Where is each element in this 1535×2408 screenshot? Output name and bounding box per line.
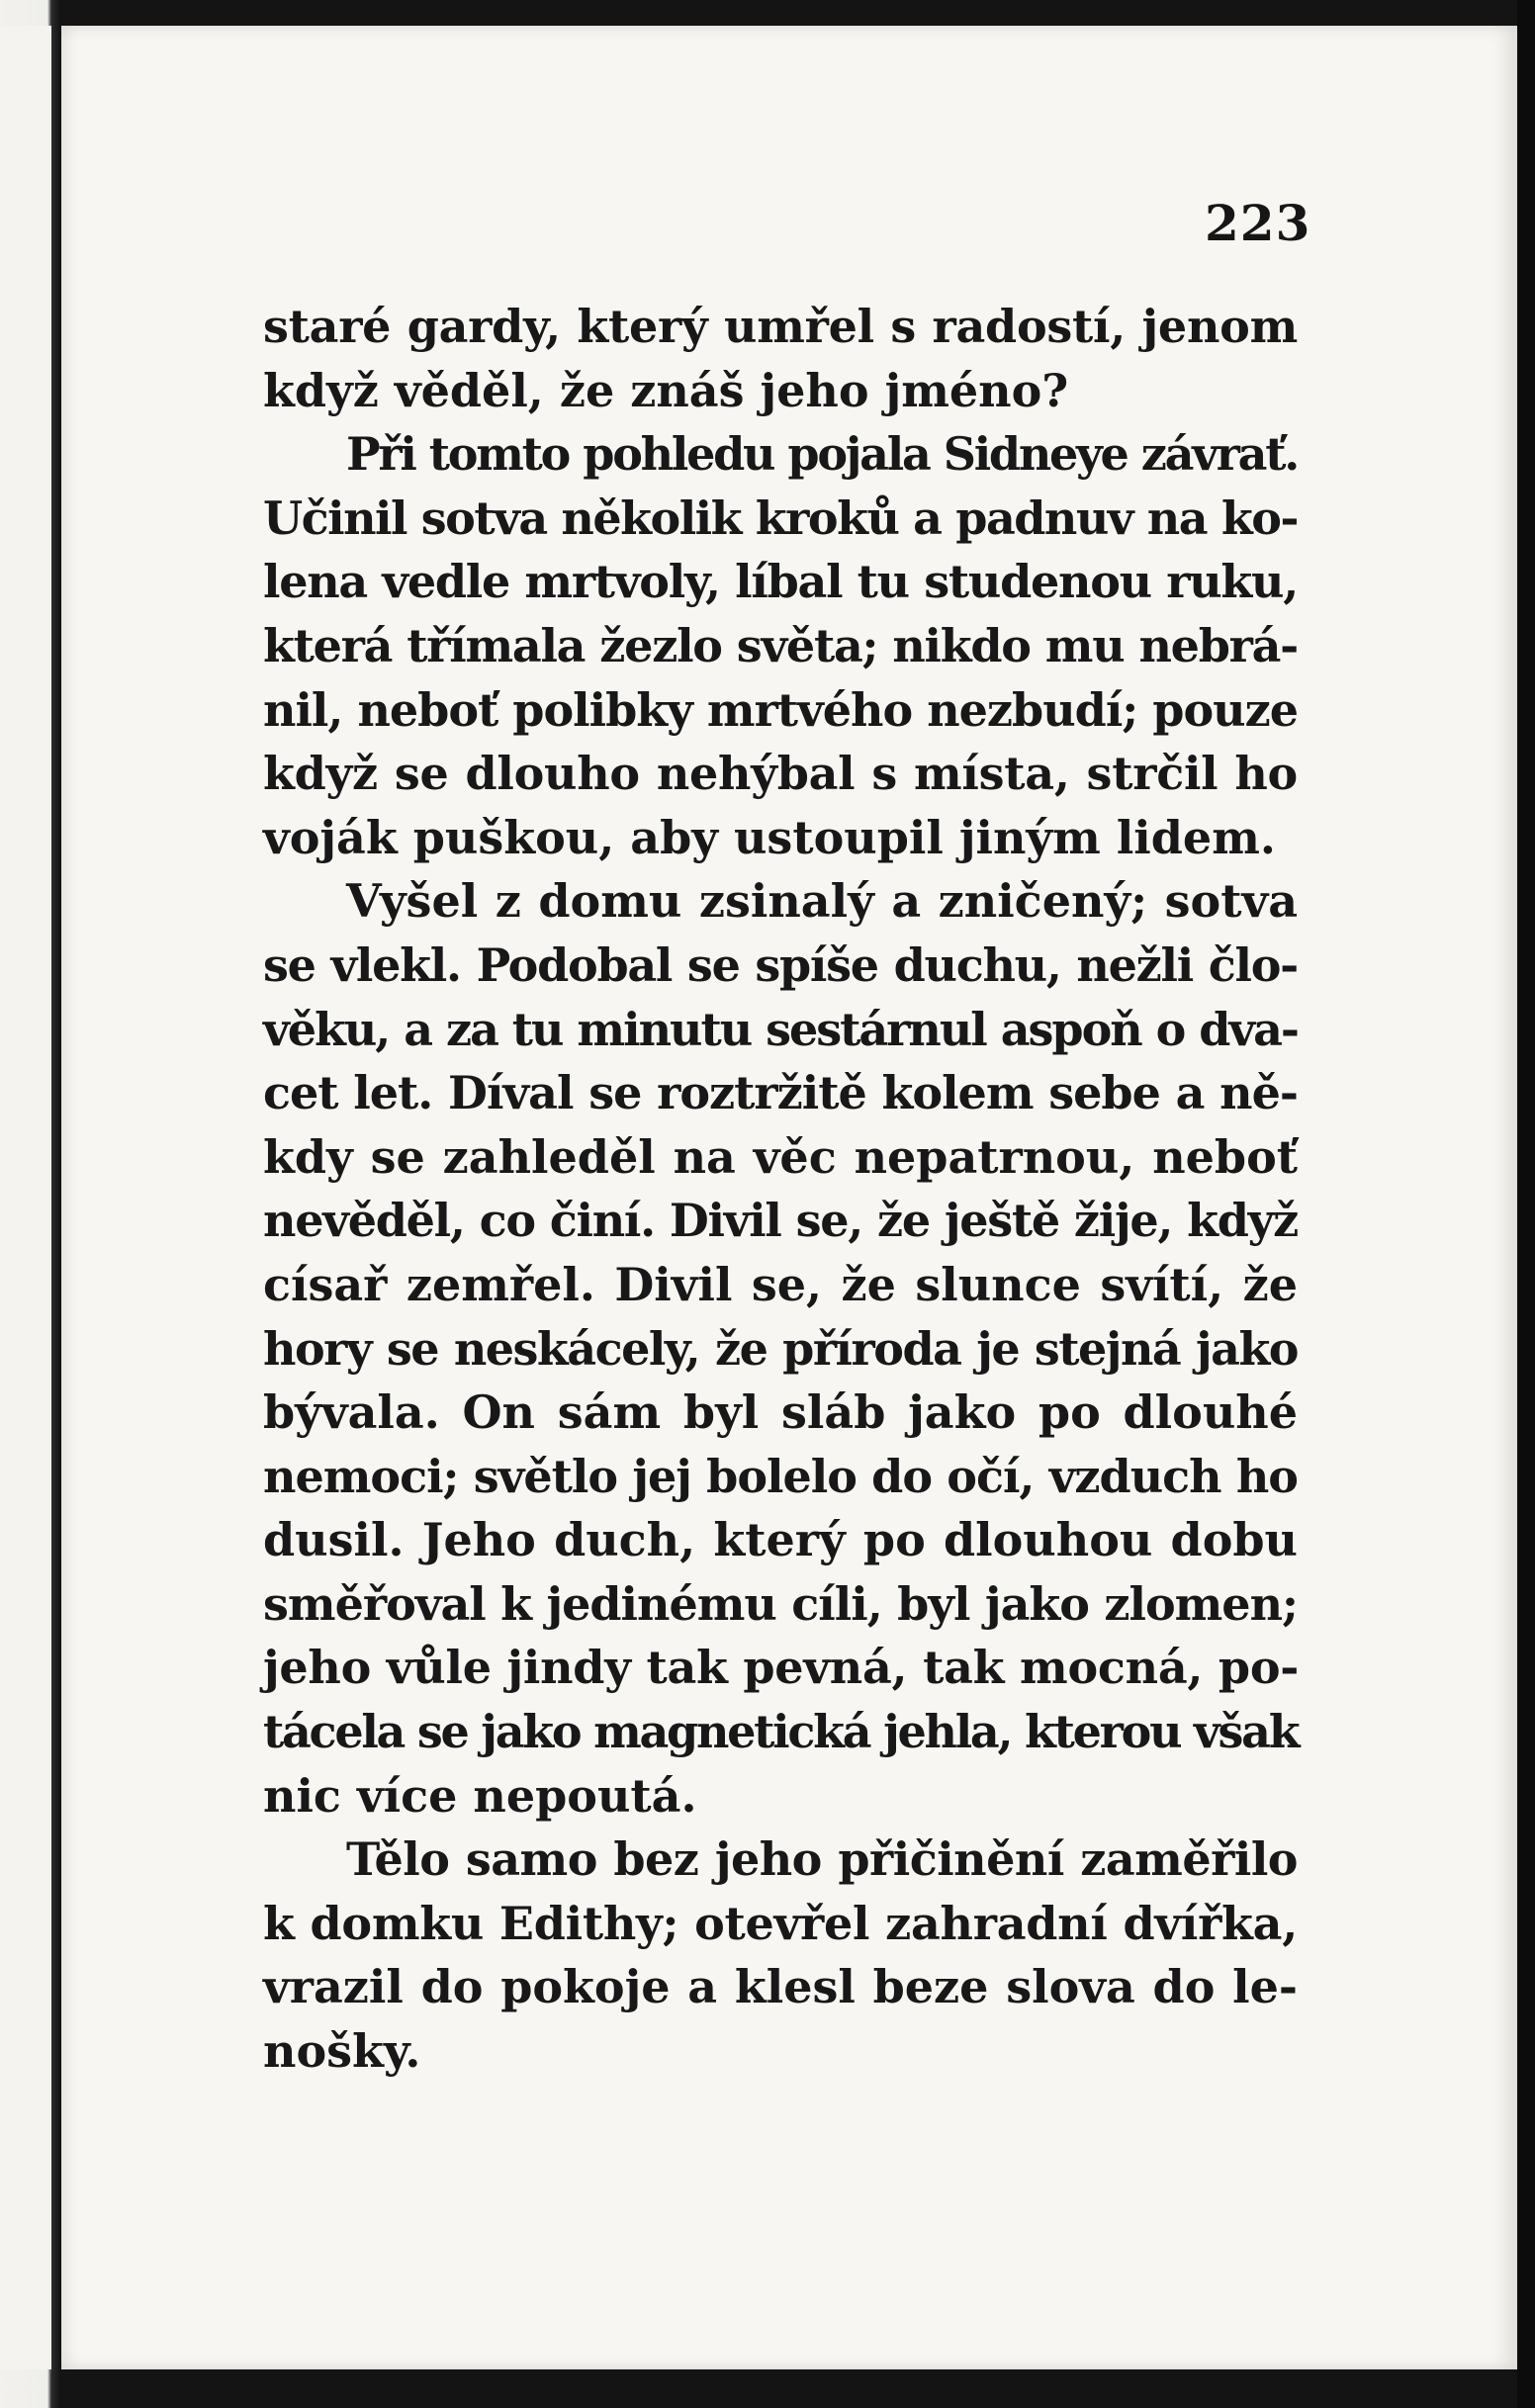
text-line: k domku Edithy; otevřel zahradní dvířka, (263, 1896, 1298, 1950)
text-line: nil, neboť polibky mrtvého nezbudí; pouze (263, 682, 1298, 737)
text-line: Tělo samo bez jeho přičinění zaměřilo (346, 1832, 1298, 1887)
text-line: cet let. Díval se roztržitě kolem sebe a ně- (263, 1066, 1298, 1120)
text-line: Při tomto pohledu pojala Sidneye závrať. (346, 427, 1298, 482)
text-line: nemoci; světlo jej bolelo do očí, vzduch ho (263, 1449, 1298, 1503)
text-line: věku, a za tu minutu sestárnul aspoň o dva- (263, 1002, 1298, 1056)
text-line: se vlekl. Podobal se spíše duchu, nežli člo- (263, 937, 1298, 992)
text-line: Učinil sotva několik kroků a padnuv na ko- (263, 491, 1298, 545)
text-line: nic více nepoutá. (263, 1768, 697, 1823)
scan-border (1517, 0, 1535, 2408)
text-line: vrazil do pokoje a klesl beze slova do le- (263, 1960, 1298, 2014)
text-line: voják puškou, aby ustoupil jiným lidem. (263, 810, 1276, 864)
text-line: císař zemřel. Divil se, že slunce svítí, že (263, 1257, 1298, 1311)
text-line: bývala. On sám byl sláb jako po dlouhé (263, 1385, 1298, 1440)
body-text (263, 295, 1298, 2084)
previous-page-edge (0, 26, 51, 2369)
text-line: když věděl, že znáš jeho jméno? (263, 363, 1069, 417)
text-line: kdy se zahleděl na věc nepatrnou, neboť (263, 1129, 1298, 1184)
text-line: staré gardy, který umřel s radostí, jenom (263, 300, 1298, 353)
text-line: nevěděl, co činí. Divil se, že ještě žije, když (263, 1194, 1298, 1248)
text-line: nošky. (263, 2024, 421, 2079)
text-line: směřoval k jedinému cíli, byl jako zlomen; (263, 1576, 1298, 1631)
text-line: lena vedle mrtvoly, líbal tu studenou ruku, (263, 555, 1298, 609)
text-line: Vyšel z domu zsinalý a zničený; sotva (346, 874, 1298, 929)
text-line: tácela se jako magnetická jehla, kterou však (263, 1705, 1299, 1759)
text-line: dusil. Jeho duch, který po dlouhou dobu (263, 1513, 1298, 1567)
text-line: hory se neskácely, že příroda je stejná jako (263, 1321, 1298, 1376)
text-line: když se dlouho nehýbal s místa, strčil ho (263, 747, 1298, 801)
page-number: 223 (1205, 194, 1311, 252)
text-line: jeho vůle jindy tak pevná, tak mocná, po- (263, 1641, 1300, 1695)
text-line: která třímala žezlo světa; nikdo mu nebrá- (263, 618, 1298, 672)
